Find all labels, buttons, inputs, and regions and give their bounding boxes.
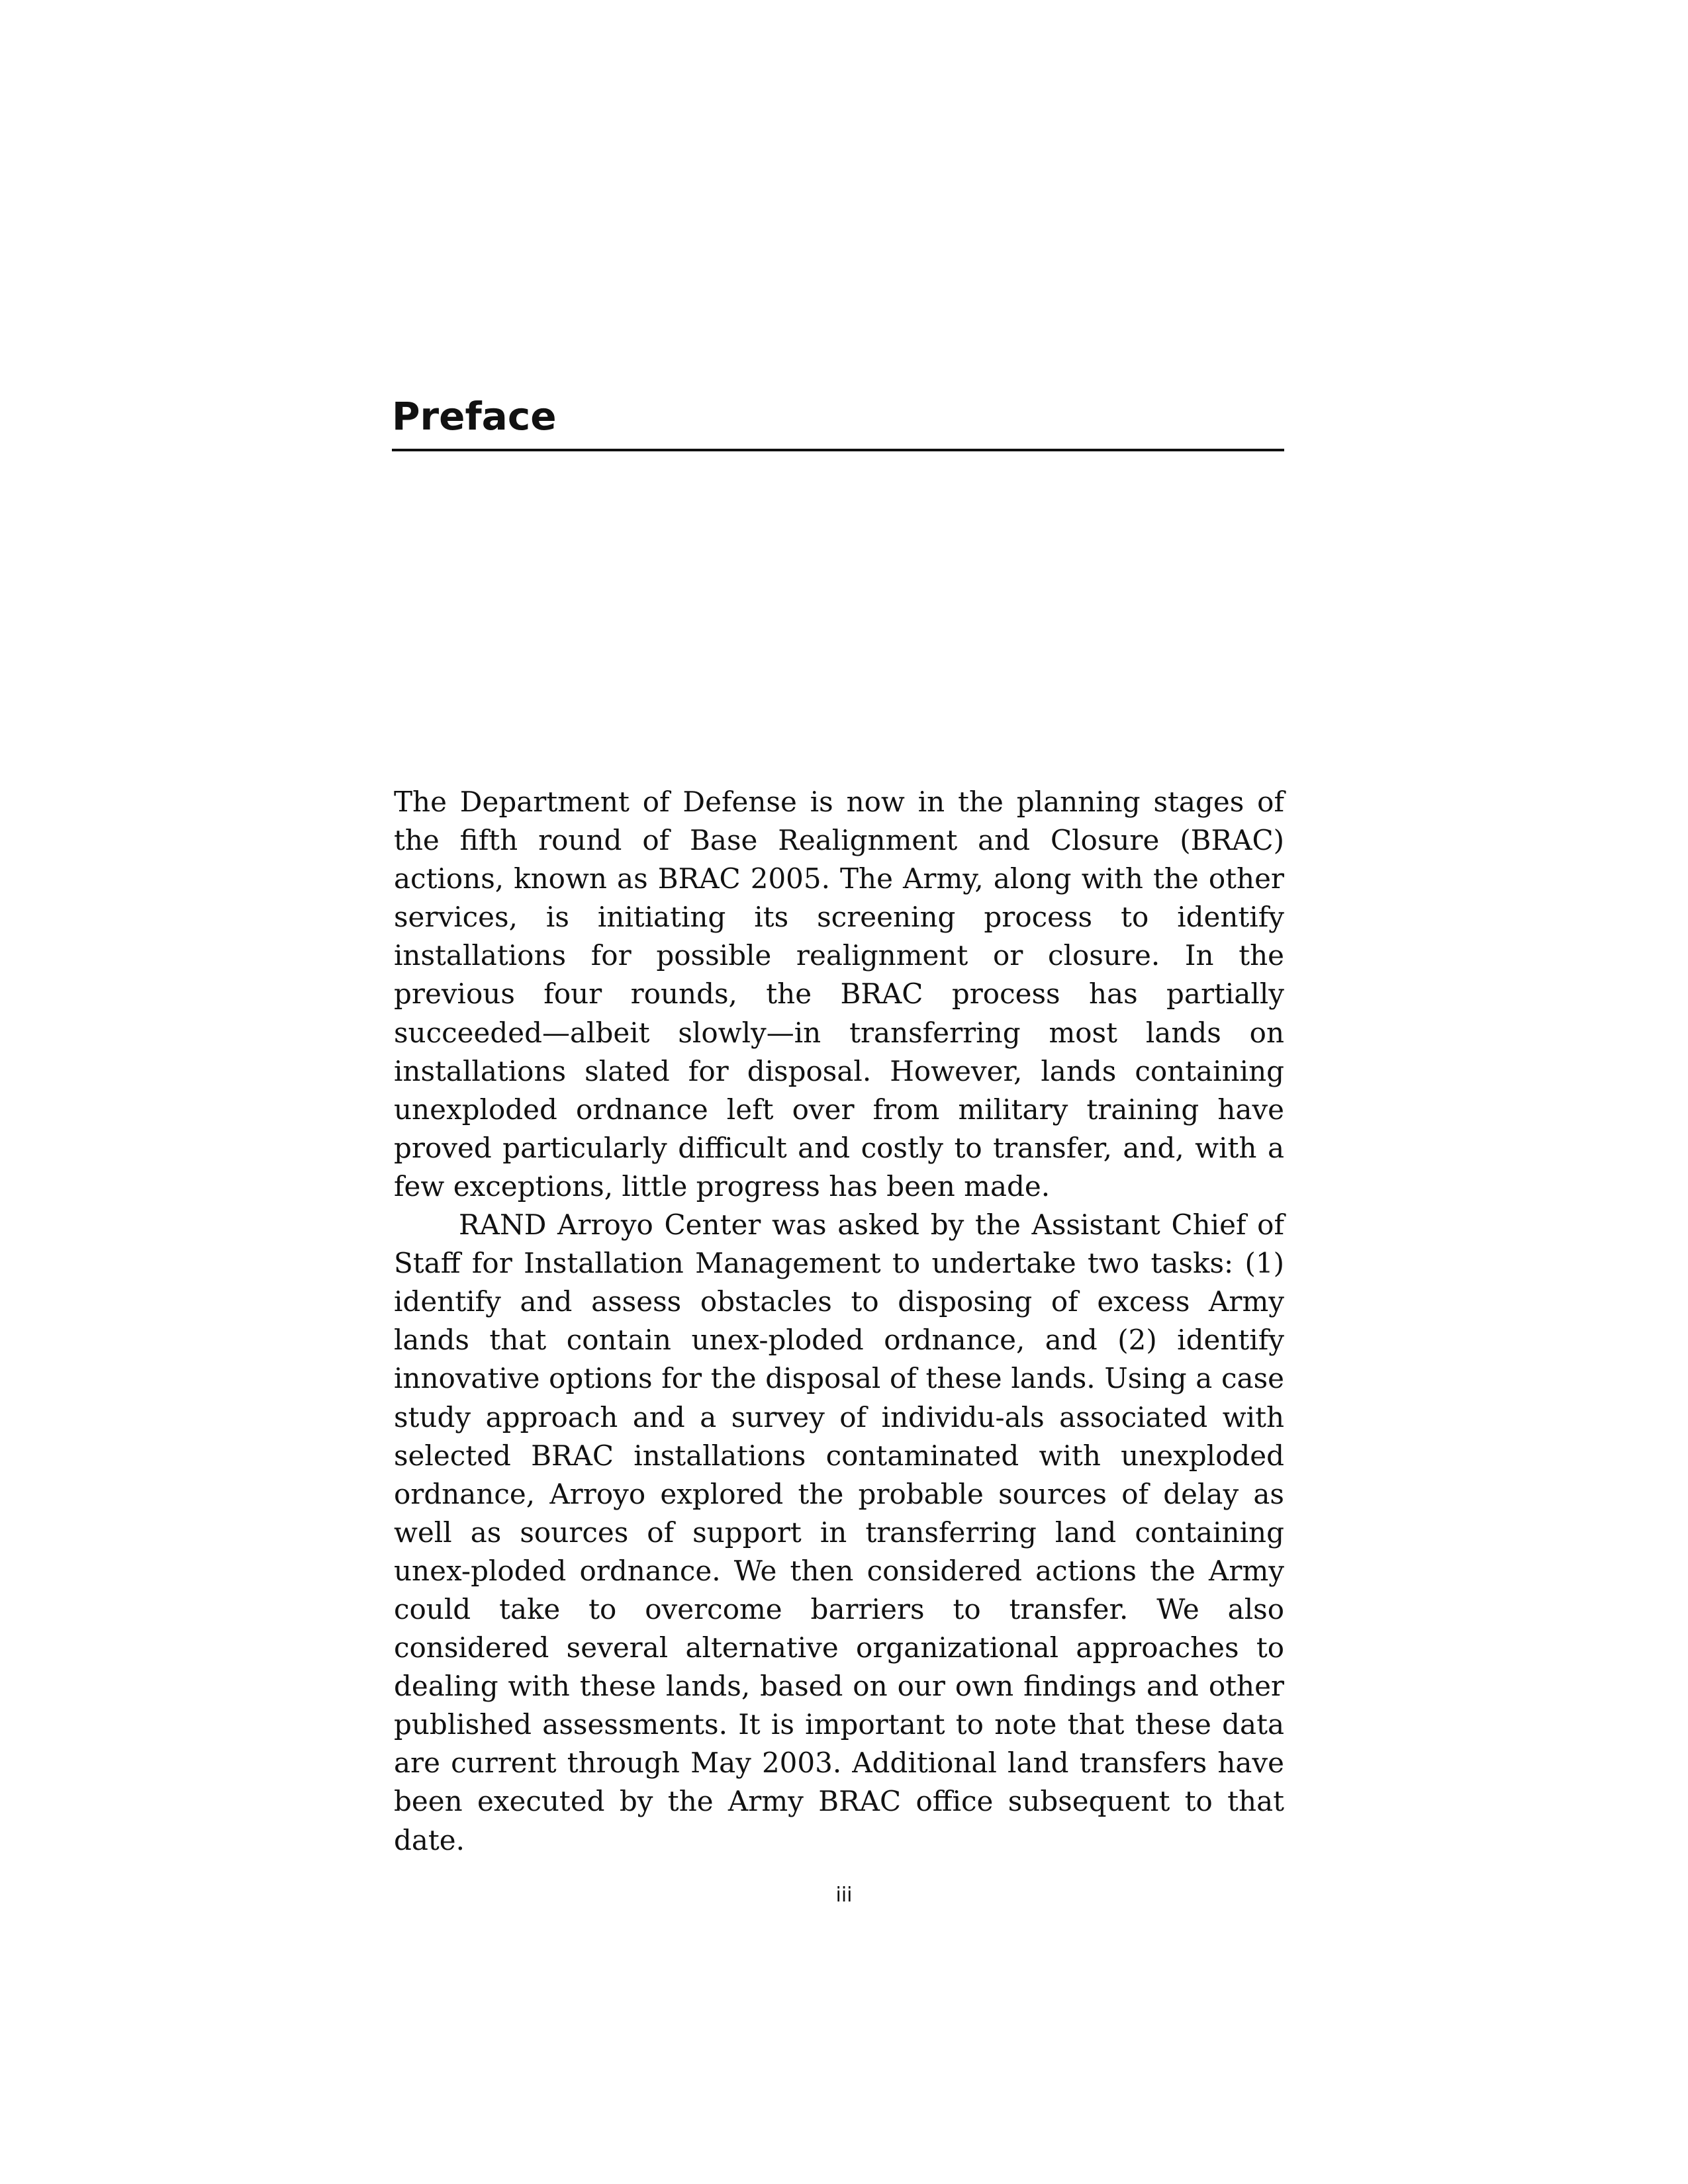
paragraph-1: The Department of Defense is now in the planning stages of the fifth round of Base Realignment and Closure (BRAC) actions, known as BRAC 2005. The Army, along with the other services, is initiating its screening process to identify installations for possible realignment or closure. In the previous four rounds, the BRAC process has partially succeeded—albeit slowly—in transferring most lands on installations slated for disposal. However, lands containing unexploded ordnance left over from military training have proved particularly difficult and costly to transfer, and, with a few exceptions, little progress has been made. [394, 786, 1284, 1203]
title-underline-rule [392, 449, 1284, 451]
chapter-heading [392, 387, 1284, 451]
preface-body [394, 783, 1284, 1860]
paragraph-2: RAND Arroyo Center was asked by the Assistant Chief of Staff for Installation Management to undertake two tasks: (1) identify and assess obstacles to disposing of excess Army lands that contain unex-ploded ordnance, and (2) identify innovative options for the disposal of these lands. Using a case study approach and a survey of individu-als associated with selected BRAC installations contaminated with unexploded ordnance, Arroyo explored the probable sources of delay as well as sources of support in transferring land containing unex-ploded ordnance. We then considered actions the Army could take to overcome barriers to transfer. We also considered several alternative organizational approaches to dealing with these lands, based on our own findings and other published assessments. It is important to note that these data are current through May 2003. Additional land transfers have been executed by the Army BRAC office subsequent to that date. [394, 1208, 1284, 1856]
page-title: Preface [392, 394, 557, 439]
page-number: iii [835, 1884, 853, 1907]
